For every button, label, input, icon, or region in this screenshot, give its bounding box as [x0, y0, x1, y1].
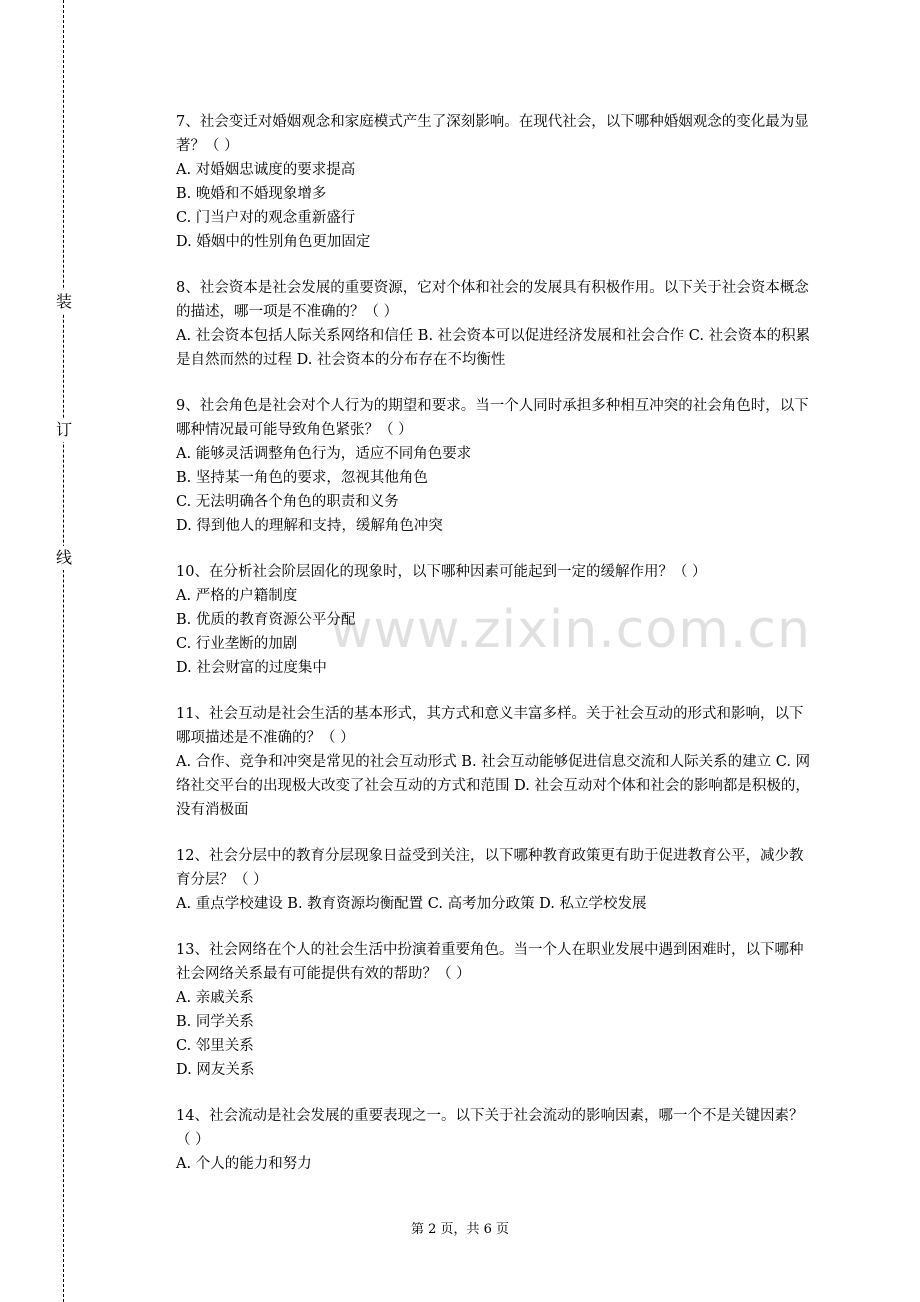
- option-c: C. 邻里关系: [176, 1038, 254, 1054]
- option-b: B. 同学关系: [176, 1014, 254, 1030]
- option-b: B. 坚持某一角色的要求，忽视其他角色: [176, 470, 428, 486]
- option-b: B. 优质的教育资源公平分配: [176, 612, 356, 628]
- question-8: [176, 276, 816, 372]
- option-c: C. 无法明确各个角色的职责和义务: [176, 494, 399, 510]
- question-stem: 7、社会变迁对婚姻观念和家庭模式产生了深刻影响。在现代社会，以下哪种婚姻观念的变化最为显著？（ ）: [176, 114, 809, 154]
- option-b: B. 晚婚和不婚现象增多: [176, 186, 327, 202]
- question-list: [176, 110, 816, 1198]
- binding-char-ding: 订: [52, 418, 76, 442]
- binding-dashed-line: [63, 0, 64, 1302]
- option-d: D. 社会财富的过度集中: [176, 660, 327, 676]
- question-stem: 10、在分析社会阶层固化的现象时，以下哪种因素可能起到一定的缓解作用？（ ）: [176, 564, 707, 580]
- question-12: [176, 844, 816, 916]
- question-14: [176, 1104, 816, 1176]
- question-13: [176, 938, 816, 1082]
- question-stem: 11、社会互动是社会生活的基本形式，其方式和意义丰富多样。关于社会互动的形式和影响，以下哪项描述是不准确的？（ ）: [176, 706, 804, 746]
- option-d: D. 网友关系: [176, 1062, 255, 1078]
- page-number: 第 2 页，共 6 页: [410, 1222, 510, 1237]
- binding-char-xian: 线: [52, 546, 76, 570]
- options-inline: A. 社会资本包括人际关系网络和信任 B. 社会资本可以促进经济发展和社会合作 C. 社会资本的积累是自然而然的过程 D. 社会资本的分布存在不均衡性: [176, 328, 811, 368]
- option-a: A. 对婚姻忠诚度的要求提高: [176, 162, 356, 178]
- question-9: [176, 394, 816, 538]
- options-inline: A. 合作、竞争和冲突是常见的社会互动形式 B. 社会互动能够促进信息交流和人际关系的建立 C. 网络社交平台的出现极大改变了社会互动的方式和范围 D. 社会互动对个体和社会的影响都是积极的，没有消极面: [176, 754, 811, 818]
- question-7: [176, 110, 816, 254]
- question-stem: 9、社会角色是社会对个人行为的期望和要求。当一个人同时承担多种相互冲突的社会角色时，以下哪种情况最可能导致角色紧张？（ ）: [176, 398, 809, 438]
- question-stem: 12、社会分层中的教育分层现象日益受到关注，以下哪种教育政策更有助于促进教育公平，减少教育分层？（ ）: [176, 848, 804, 888]
- option-d: D. 婚姻中的性别角色更加固定: [176, 234, 371, 250]
- question-11: [176, 702, 816, 822]
- watermark: www.zixin.com.cn: [330, 600, 811, 660]
- option-c: C. 门当户对的观念重新盛行: [176, 210, 356, 226]
- option-c: C. 行业垄断的加剧: [176, 636, 298, 652]
- option-a: A. 个人的能力和努力: [176, 1156, 312, 1172]
- question-stem: 13、社会网络在个人的社会生活中扮演着重要角色。当一个人在职业发展中遇到困难时，以下哪种社会网络关系最有可能提供有效的帮助？（ ）: [176, 942, 804, 982]
- options-inline: A. 重点学校建设 B. 教育资源均衡配置 C. 高考加分政策 D. 私立学校发展: [176, 896, 647, 912]
- question-stem: 14、社会流动是社会发展的重要表现之一。以下关于社会流动的影响因素，哪一个不是关键因素？（ ）: [176, 1108, 804, 1148]
- option-d: D. 得到他人的理解和支持，缓解角色冲突: [176, 518, 443, 534]
- binding-char-zhuang: 装: [52, 290, 76, 314]
- option-a: A. 能够灵活调整角色行为，适应不同角色要求: [176, 446, 472, 462]
- option-a: A. 严格的户籍制度: [176, 588, 298, 604]
- question-stem: 8、社会资本是社会发展的重要资源，它对个体和社会的发展具有积极作用。以下关于社会资本概念的描述，哪一项是不准确的？（ ）: [176, 280, 809, 320]
- question-10: [176, 560, 816, 680]
- option-a: A. 亲戚关系: [176, 990, 254, 1006]
